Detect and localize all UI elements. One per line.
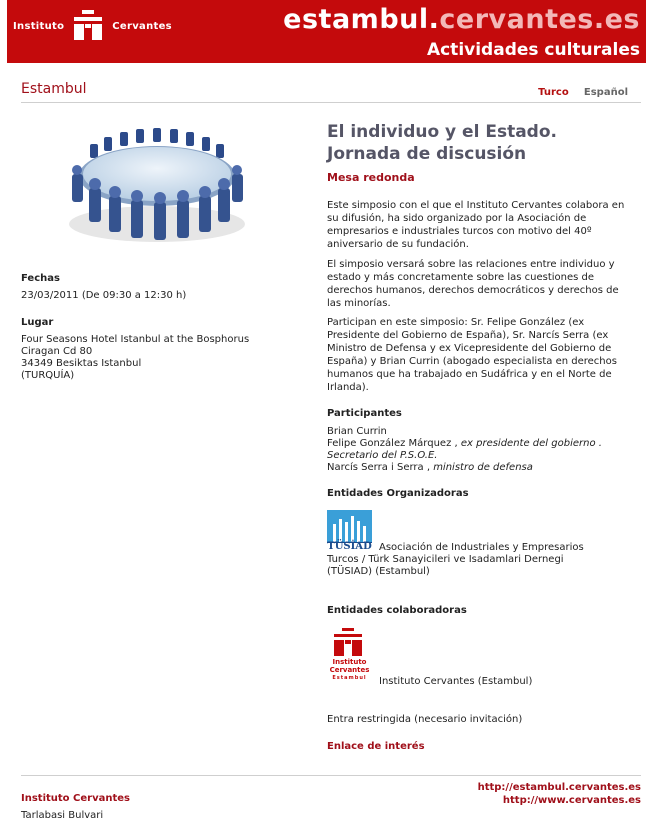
participant-item bbox=[327, 438, 627, 462]
footer-url-estambul[interactable]: http://estambul.cervantes.es bbox=[477, 782, 641, 793]
event-type: Mesa redonda bbox=[327, 171, 415, 184]
footer-url-cervantes[interactable]: http://www.cervantes.es bbox=[502, 795, 641, 806]
participant-name: Narcís Serra i Serra , bbox=[327, 462, 434, 473]
cervantes-logo[interactable] bbox=[13, 9, 172, 43]
organizer-line: (TÜSIAD) (Estambul) bbox=[327, 566, 430, 577]
language-switcher bbox=[538, 87, 628, 98]
description-paragraph: Participan en este simposio: Sr. Felipe González (ex Presidente del Gobierno de España), Sr. Narcís Serra (ex Ministro de Defensa y ex Vicepresidente del Gobierno de España) y Brian Currin (abogado especialista en derechos humanos que ha trabajado en Sudáfrica y en el Norte de Irlanda). bbox=[327, 317, 617, 393]
cervantes-small-logo[interactable] bbox=[327, 626, 372, 686]
section-title: Actividades culturales bbox=[426, 40, 640, 60]
dates-label: Fechas bbox=[21, 273, 60, 284]
city-title: Estambul bbox=[21, 81, 87, 97]
place-address bbox=[21, 334, 249, 382]
entry-note: Entra restringida (necesario invitación) bbox=[327, 714, 523, 725]
divider-top bbox=[21, 102, 641, 103]
description-paragraph: Este simposio con el que el Instituto Cervantes colabora en su difusión, ha sido organizado por la Asociación de empresarios e industriales turcos con motivo del 40º aniversario de su fundación. bbox=[327, 200, 625, 250]
event-title bbox=[327, 121, 627, 165]
participant-item bbox=[327, 462, 627, 474]
logo-text-line: Cervantes bbox=[329, 666, 370, 674]
logo-text-line: Instituto bbox=[332, 658, 367, 666]
logo-word-cervantes: Cervantes bbox=[112, 20, 172, 32]
dates-value: 23/03/2011 (De 09:30 a 12:30 h) bbox=[21, 290, 187, 301]
interest-link[interactable]: Enlace de interés bbox=[327, 741, 425, 752]
site-domain-light: cervantes.es bbox=[439, 4, 640, 35]
lang-espanol-link[interactable]: Español bbox=[583, 87, 628, 98]
participant-name: Brian Currin bbox=[327, 426, 387, 437]
participant-item bbox=[327, 426, 627, 438]
organizer-line: Asociación de Industriales y Empresarios bbox=[379, 542, 584, 553]
footer-org: Instituto Cervantes bbox=[21, 793, 130, 804]
participant-role: ex presidente del gobierno . Secretario del P.S.O.E. bbox=[327, 438, 602, 461]
site-domain[interactable] bbox=[283, 4, 640, 35]
cervantes-emblem-icon bbox=[71, 8, 105, 45]
site-domain-dark: estambul. bbox=[283, 4, 440, 35]
participants-list bbox=[327, 426, 627, 474]
organizer-name bbox=[327, 542, 584, 578]
place-label: Lugar bbox=[21, 317, 54, 328]
round-table-image bbox=[64, 124, 250, 248]
event-title-line: Jornada de discusión bbox=[327, 144, 527, 164]
place-line: Ciragan Cd 80 bbox=[21, 346, 93, 357]
logo-text-line: Estambul bbox=[332, 675, 367, 681]
logo-word-instituto: Instituto bbox=[13, 20, 65, 32]
collaborator-name: Instituto Cervantes (Estambul) bbox=[379, 676, 533, 687]
organizer-line: Turcos / Türk Sanayicileri ve Isadamlari Dernegi bbox=[327, 554, 564, 565]
participant-role: ministro de defensa bbox=[433, 462, 533, 473]
cervantes-small-logo-text bbox=[327, 658, 372, 682]
lang-turco-link[interactable]: Turco bbox=[538, 87, 569, 98]
tusiad-logo-text: TÜSİAD bbox=[327, 541, 372, 552]
place-line: (TURQUÍA) bbox=[21, 370, 75, 381]
footer-address: Tarlabasi Bulvari bbox=[21, 810, 104, 821]
place-line: Four Seasons Hotel Istanbul at the Bosphorus bbox=[21, 334, 250, 345]
participant-name: Felipe González Márquez , bbox=[327, 438, 461, 449]
event-title-line: El individuo y el Estado. bbox=[327, 122, 557, 142]
participants-label: Participantes bbox=[327, 408, 402, 419]
description-paragraph: El simposio versará sobre las relaciones entre individuo y estado y más concretamente sobre las cuestiones de derechos humanos, derechos democráticos y derechos de las minorías. bbox=[327, 259, 619, 309]
place-line: 34349 Besiktas Istanbul bbox=[21, 358, 142, 369]
site-header bbox=[7, 0, 646, 63]
organizers-label: Entidades Organizadoras bbox=[327, 488, 469, 499]
divider-bottom bbox=[21, 775, 641, 776]
collaborators-label: Entidades colaboradoras bbox=[327, 605, 467, 616]
